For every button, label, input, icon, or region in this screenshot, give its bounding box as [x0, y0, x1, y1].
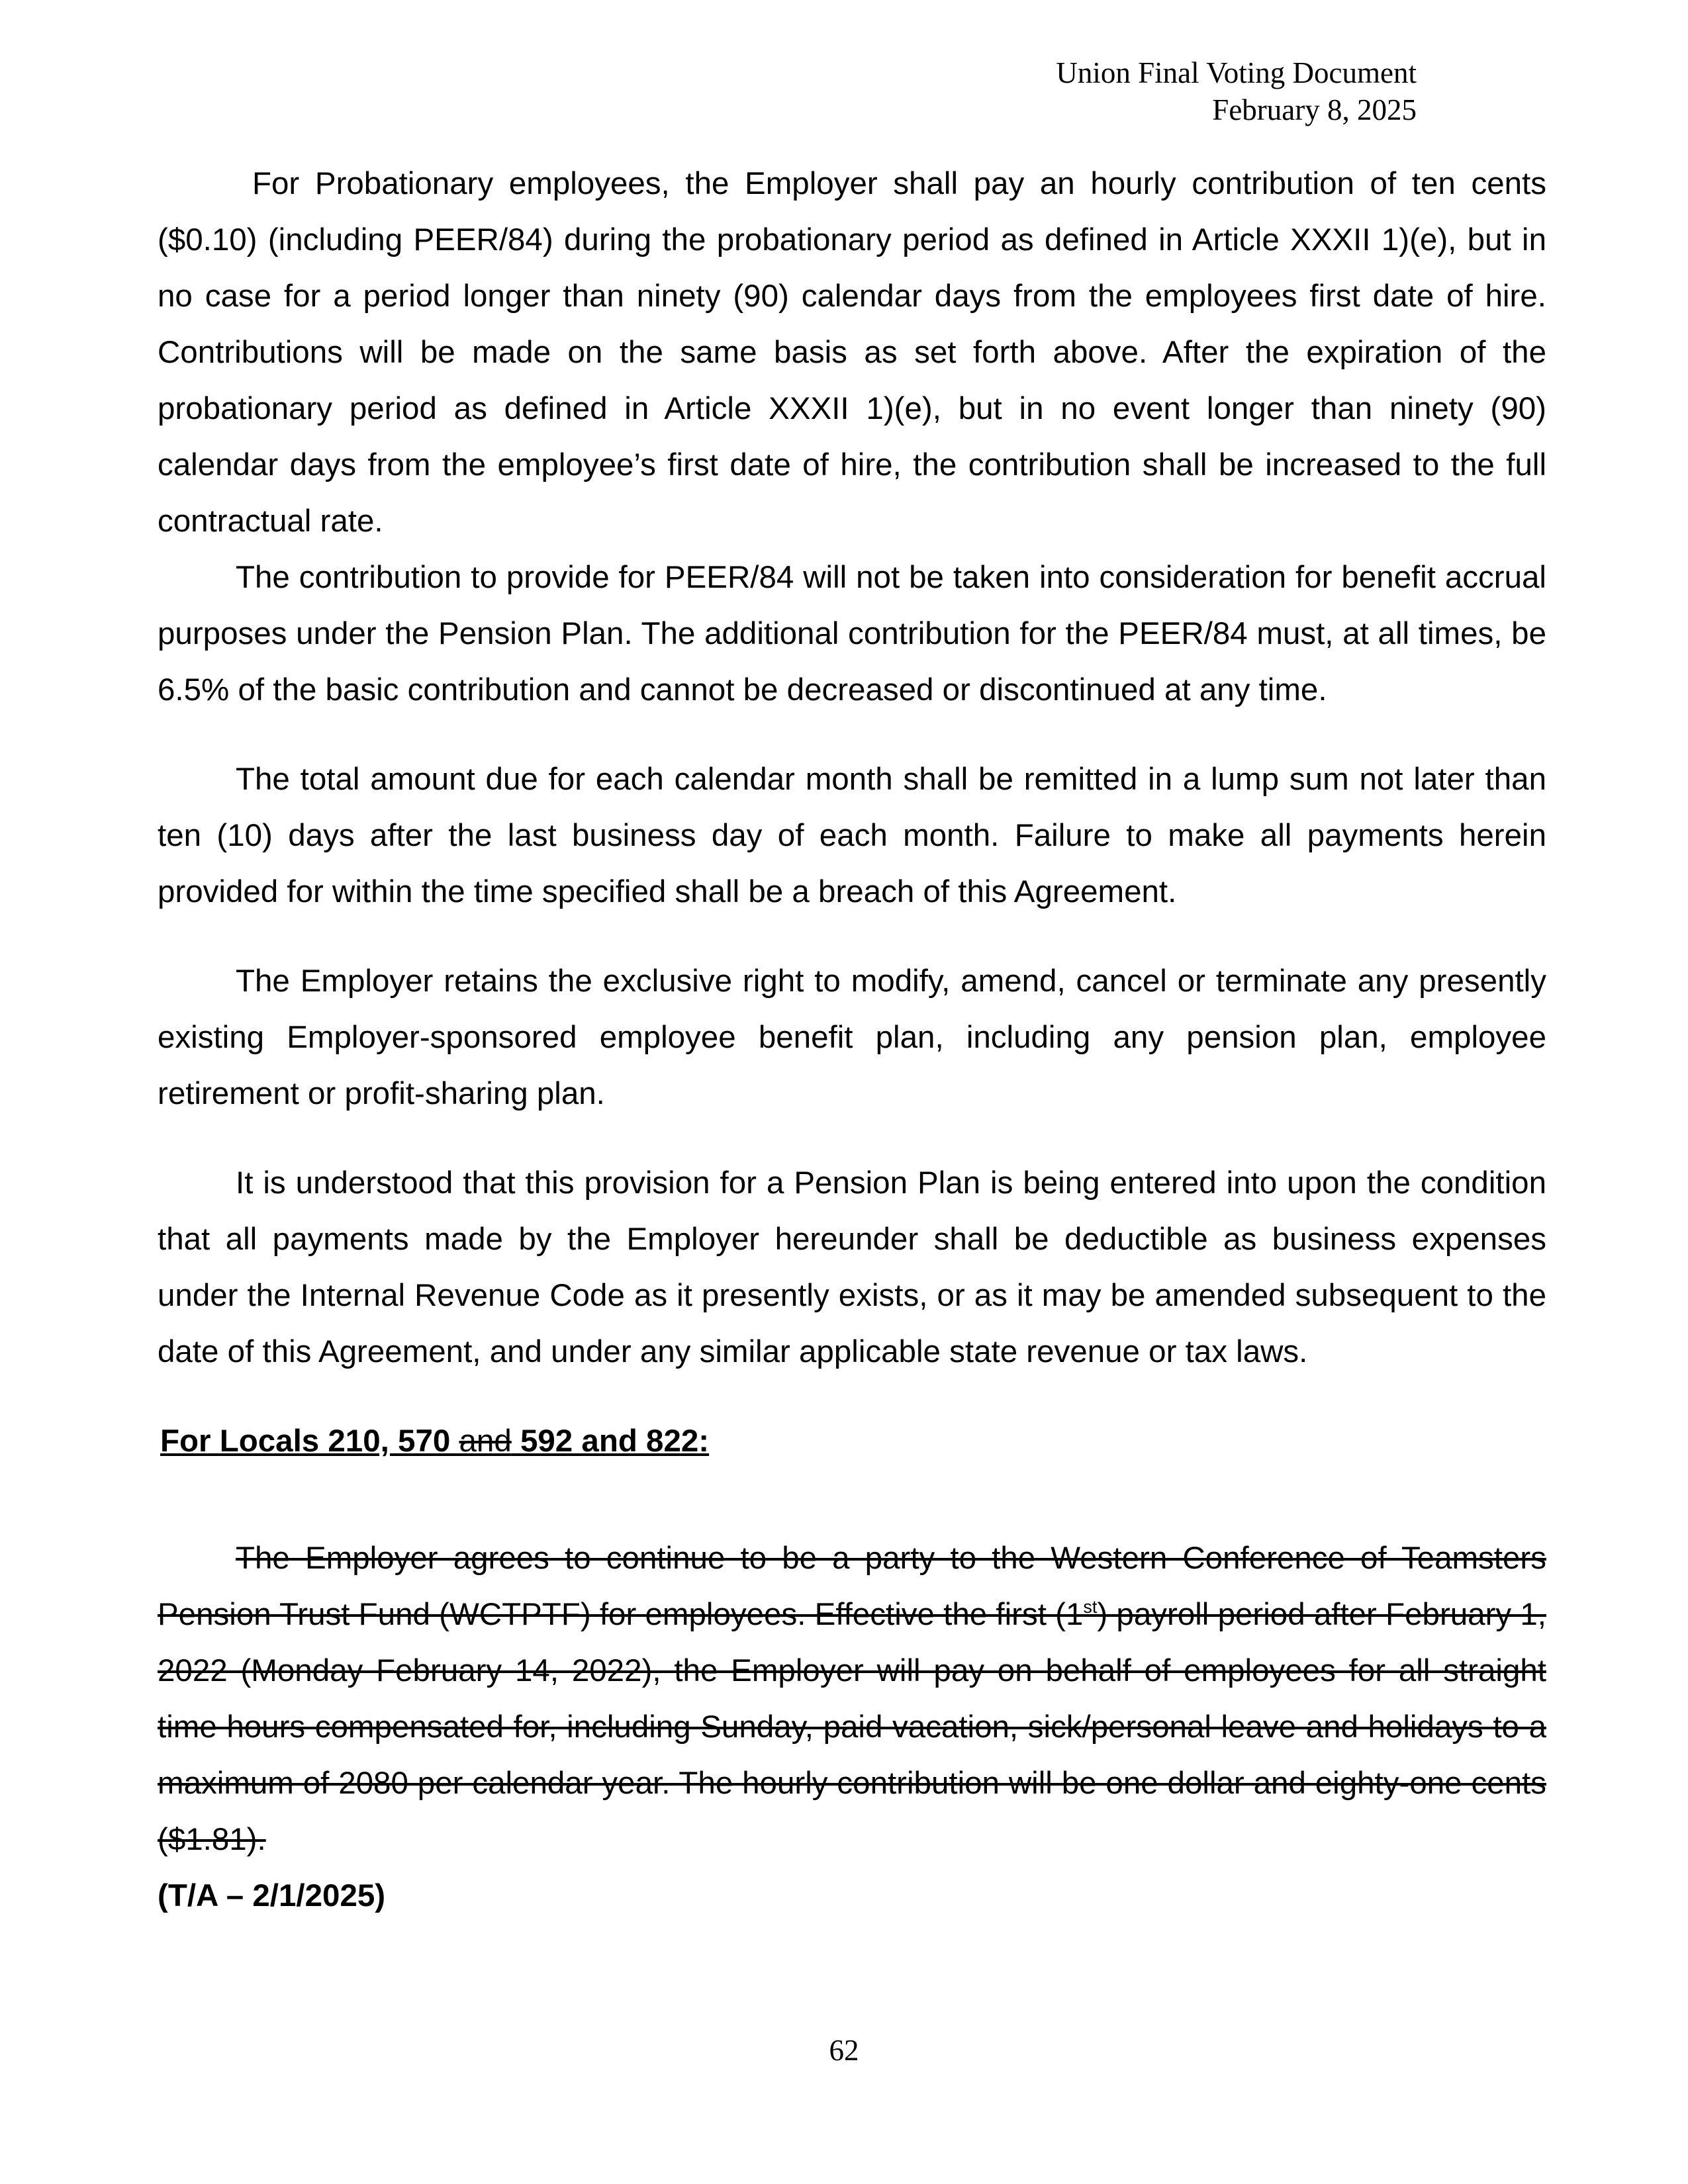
struck-wctptf-paragraph — [158, 1530, 1546, 1868]
document-header — [1056, 54, 1417, 128]
struck-text-part1: The Employer agrees to continue to be a party to the Western Conference of Teamsters Pension Trust Fund (WCTPTF) for employees. Effective the first (1 — [158, 1541, 1546, 1632]
ta-note: (T/A – 2/1/2025) — [158, 1878, 386, 1913]
heading-struck-word: and — [459, 1424, 512, 1459]
remittance-paragraph: The total amount due for each calendar month shall be remitted in a lump sum not later than ten (10) days after the last business day of each month. Failure to make all payments herein provided for within the time specified shall be a breach of this Agreement. — [158, 762, 1546, 909]
locals-section-heading — [160, 1413, 1546, 1469]
document-status: Union Final Voting Document — [1056, 56, 1417, 89]
employer-rights-paragraph: The Employer retains the exclusive right to modify, amend, cancel or terminate any presently existing Employer-sponsored employee benefit plan, including any pension plan, employee retirement or profit-sharing plan. — [158, 964, 1546, 1111]
page-number: 62 — [829, 2034, 859, 2067]
struck-text-part2: ) payroll period after February 1, 2022 (Monday February 14, 2022), the Employer will pay on behalf of employees for all straight time hours compensated for, including Sunday, paid vacation, sick/personal leave and holidays to a maximum of 2080 per calendar year. The hourly contribution will be one dollar and eighty-one cents ($1.81). — [158, 1597, 1546, 1857]
heading-text-before: For Locals 210, 570 — [160, 1424, 459, 1459]
document-date: February 8, 2025 — [1212, 93, 1417, 126]
struck-text-superscript: st — [1083, 1597, 1098, 1617]
probationary-paragraph: For Probationary employees, the Employer shall pay an hourly contribution of ten cents ($0.10) (including PEER/84) during the probationary period as defined in Article XXXII 1)(e), but in no case for a period longer than ninety (90) calendar days from the employees first date of hire. Contributions will be made on the same basis as set forth above. After the expiration of the probationary period as defined in Article XXXII 1)(e), but in no event longer than ninety (90) calendar days from the employee’s first date of hire, the contribution shall be increased to the full contractual rate. — [158, 166, 1546, 539]
peer84-paragraph: The contribution to provide for PEER/84 will not be taken into consideration for benefit accrual purposes under the Pension Plan. The additional contribution for the PEER/84 must, at all times, be 6.5% of the basic contribution and cannot be decreased or discontinued at any time. — [158, 560, 1546, 707]
page-body — [158, 156, 1546, 1924]
deductible-paragraph: It is understood that this provision for a Pension Plan is being entered into upon the condition that all payments made by the Employer hereunder shall be deductible as business expenses under the Internal Revenue Code as it presently exists, or as it may be amended subsequent to the date of this Agreement, and under any similar applicable state revenue or tax laws. — [158, 1165, 1546, 1369]
heading-text-after: 592 and 822: — [511, 1424, 710, 1459]
